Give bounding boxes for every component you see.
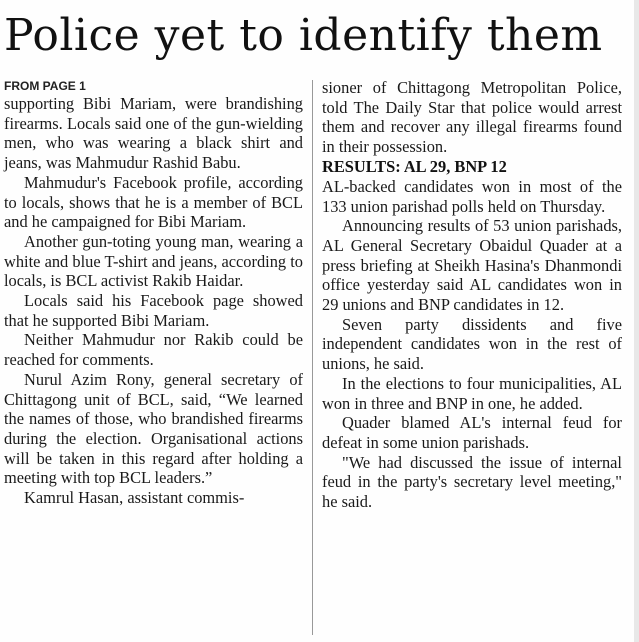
column-right xyxy=(322,78,622,512)
paragraph: Neither Mahmudur nor Rakib could be reached for comments. xyxy=(4,330,303,370)
column-left xyxy=(4,78,303,508)
headline: Police yet to identify them xyxy=(4,10,603,61)
paragraph: Quader blamed AL's internal feud for defeat in some union parishads. xyxy=(322,413,622,452)
paragraph: Nurul Azim Rony, general secretary of Chittagong unit of BCL, said, “We learned the names of those, who brandished firearms during the election. Organisational actions will be taken in this regard after holding a meeting with top BCL leaders.” xyxy=(4,369,303,488)
column-divider xyxy=(312,80,313,635)
paragraph: In the elections to four municipalities, AL won in three and BNP in one, he added. xyxy=(322,373,622,413)
page-edge xyxy=(634,0,639,642)
paragraph: supporting Bibi Mariam, were brandishing firearms. Locals said one of the gun-wielding men, who was wearing a black shirt and jeans, was Mahmudur Rashid Babu. xyxy=(4,94,303,173)
paragraph: Seven party dissidents and five independent candidates won in the rest of unions, he said. xyxy=(322,314,622,374)
paragraph: Mahmudur's Facebook profile, according to locals, shows that he is a member of BCL and he campaigned for Bibi Mariam. xyxy=(4,172,303,232)
paragraph: Kamrul Hasan, assistant commis- xyxy=(24,488,245,508)
from-page-label: FROM PAGE 1 xyxy=(4,79,86,93)
subheading: RESULTS: AL 29, BNP 12 xyxy=(322,156,507,176)
paragraph: sioner of Chittagong Metropolitan Police, told The Daily Star that police would arrest them and recover any illegal firearms found in their possession. xyxy=(322,78,622,157)
paragraph: AL-backed candidates won in most of the 133 union parishad polls held on Thursday. xyxy=(322,176,622,216)
paragraph: Another gun-toting young man, wearing a white and blue T-shirt and jeans, according to locals, is BCL activist Rakib Haidar. xyxy=(4,231,303,291)
paragraph: Locals said his Facebook page showed that he supported Bibi Mariam. xyxy=(4,291,303,330)
paragraph: "We had discussed the issue of internal feud in the party's secretary level meeting," he said. xyxy=(322,452,622,512)
paragraph: Announcing results of 53 union parishads, AL General Secretary Obaidul Quader at a press briefing at Sheikh Hasina's Dhanmondi office yesterday said AL candidates won in 29 unions and BNP candidates in 12. xyxy=(322,216,622,315)
